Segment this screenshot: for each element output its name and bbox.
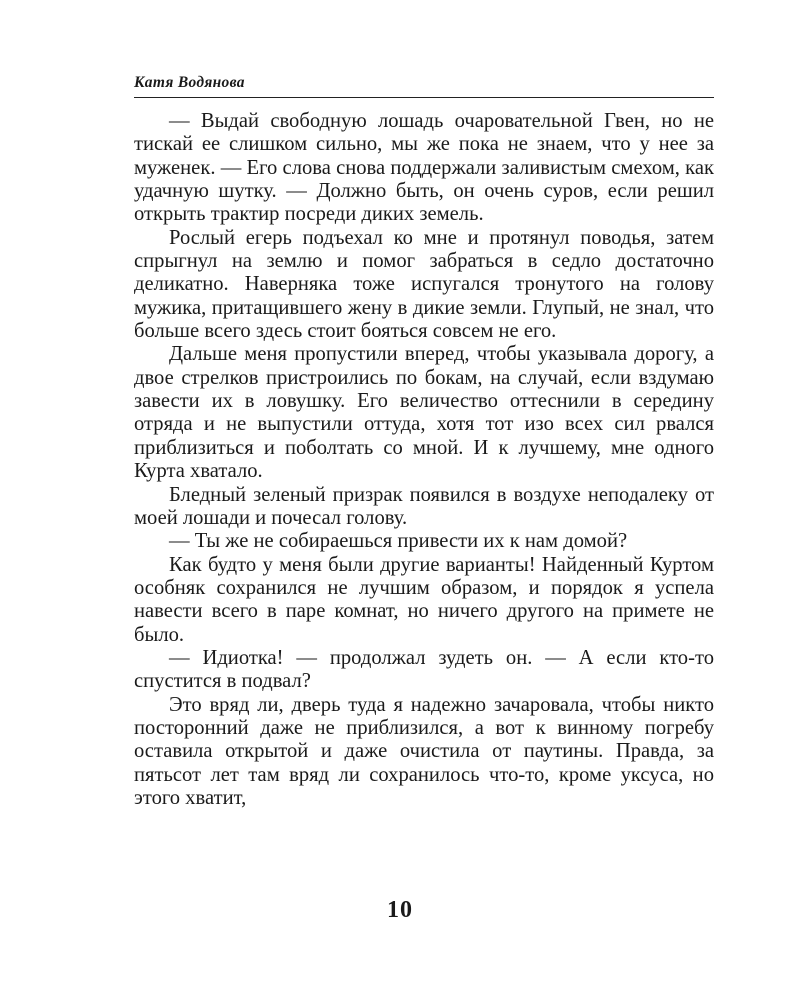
running-header [134,74,714,98]
page-number: 10 [387,897,413,923]
paragraph-3: Дальше меня пропустили вперед, чтобы указывала дорогу, а двое стрелков пристроились по бокам, на случай, если вздумаю завести их в ловушку. Его величество оттеснили в середину отряда и не выпустили оттуда, хотя тот изо всех сил рвался приблизиться и поболтать со мной. И к лучшему, мне одного Курта хватало. [134,343,714,483]
paragraph-1: — Выдай свободную лошадь очаровательной Гвен, но не тискай ее слишком сильно, мы же пока не знаем, что у нее за муженек. — Его слова снова поддержали заливистым смехом, как удачную шутку. — Должно быть, он очень суров, если решил открыть трактир посреди диких земель. [134,110,714,226]
body-text [134,110,714,810]
paragraph-2: Рослый егерь подъехал ко мне и протянул поводья, затем спрыгнул на землю и помог забраться в седло достаточно деликатно. Наверняка тоже испугался тронутого на голову мужика, притащившего жену в дикие земли. Глупый, не знал, что больше всего здесь стоит бояться совсем не его. [134,226,714,343]
header-rule [134,97,714,98]
paragraph-8: Это вряд ли, дверь туда я надежно зачаровала, чтобы никто посторонний даже не приблизился, а вот к винному погребу оставила открытой и даже очистила от паутины. Правда, за пятьсот лет там вряд ли сохранилось что-то, кроме уксуса, но этого хватит, [134,693,714,809]
paragraph-6: Как будто у меня были другие варианты! Найденный Куртом особняк сохранился не лучшим образом, и порядок я успела навести всего в паре комнат, но ничего другого на примете не было. [134,553,714,646]
paragraph-4: Бледный зеленый призрак появился в воздухе неподалеку от моей лошади и почесал голову. [134,483,714,529]
paragraph-7: — Идиотка! — продолжал зудеть он. — А если кто-то спустится в подвал? [134,646,714,693]
author-name: Катя Водянова [134,74,245,91]
paragraph-5: — Ты же не собираешься привести их к нам домой? [169,530,628,553]
